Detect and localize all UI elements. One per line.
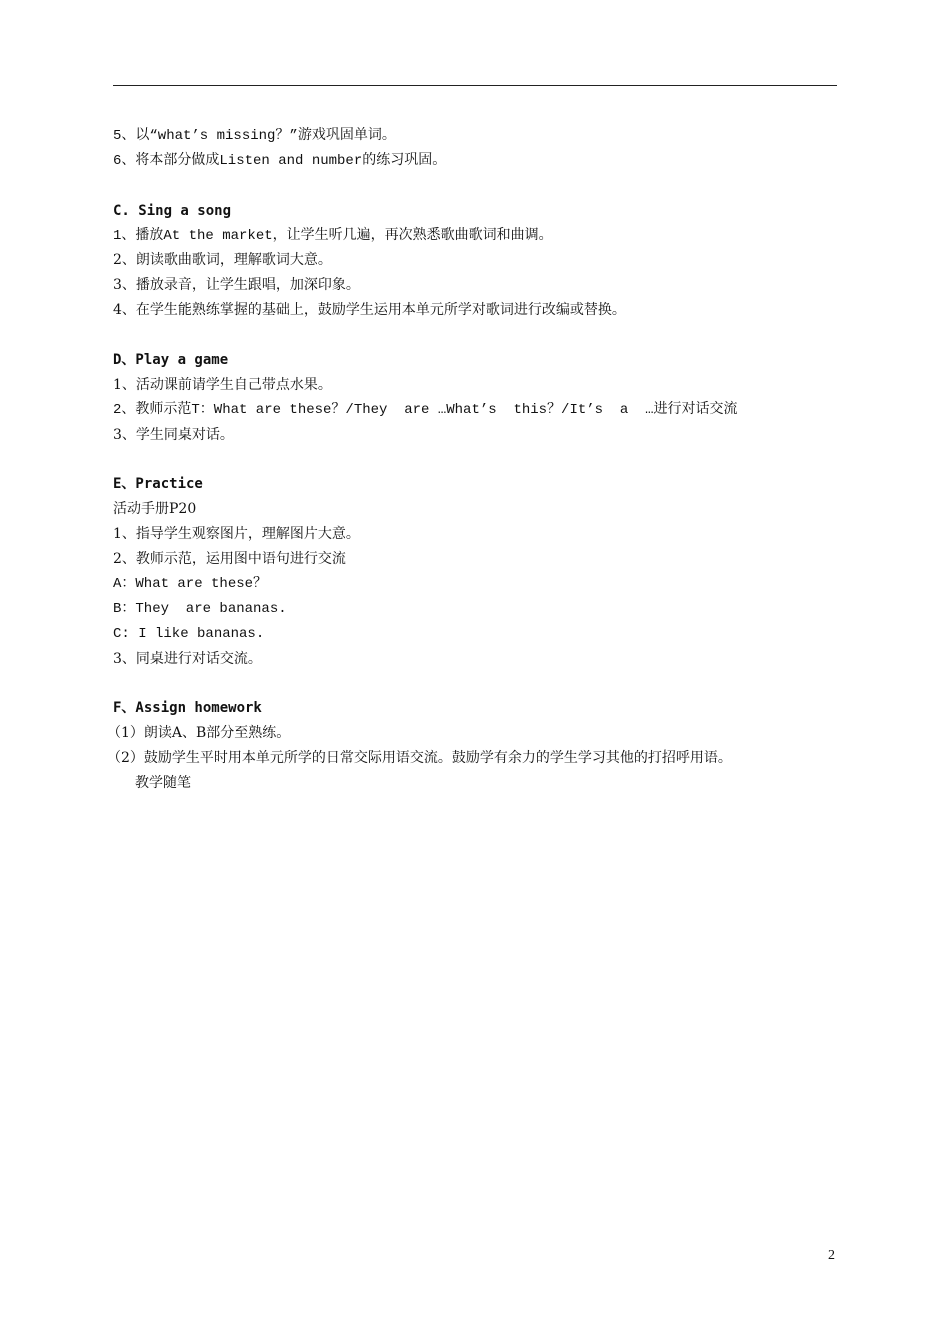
section-c (113, 199, 853, 323)
page-number: 2 (828, 1248, 835, 1263)
spacer (113, 448, 853, 473)
document-body (107, 124, 853, 796)
text-line: 3、学生同桌对话。 (113, 426, 234, 443)
spacer (113, 323, 853, 348)
dialogue-line: B：They are bananas. (113, 600, 287, 617)
text-line: 活动手册P20 (113, 501, 197, 518)
text-line: 1、播放At the market，让学生听几遍，再次熟悉歌曲歌词和曲调。 (113, 227, 553, 244)
section-heading: D、Play a game (113, 352, 229, 369)
section-d (113, 348, 853, 448)
section-b-tail (113, 124, 853, 174)
text-line: 3、播放录音，让学生跟唱，加深印象。 (113, 277, 360, 294)
text-line: 6、将本部分做成Listen and number的练习巩固。 (113, 152, 447, 169)
text-line: 3、同桌进行对话交流。 (113, 650, 262, 667)
text-line: 4、在学生能熟练掌握的基础上，鼓励学生运用本单元所学对歌词进行改编或替换。 (113, 302, 626, 319)
section-heading: E、Practice (113, 476, 203, 493)
header-rule (113, 85, 837, 86)
spacer (113, 174, 853, 199)
section-f (107, 696, 853, 796)
section-heading: C. Sing a song (113, 202, 232, 219)
text-line: 1、活动课前请学生自己带点水果。 (113, 376, 332, 393)
spacer (113, 672, 853, 697)
dialogue-line: A：What are these？ (113, 576, 268, 593)
text-line: 2、教师示范，运用图中语句进行交流 (113, 551, 346, 568)
text-line: 5、以“what’s missing？”游戏巩固单词。 (113, 128, 396, 144)
text-line: （1）朗读A、B部分至熟练。 (107, 725, 291, 742)
text-line: （2）鼓励学生平时用本单元所学的日常交际用语交流。鼓励学有余力的学生学习其他的打招呼用语。 (107, 750, 732, 767)
text-line: 2、教师示范T：What are these？/They are …What’s this？/It’s a …进行对话交流 (113, 401, 738, 418)
section-e (113, 472, 853, 671)
dialogue-line: C: I like bananas. (113, 625, 265, 642)
teaching-notes-label: 教学随笔 (135, 775, 191, 792)
text-line: 1、指导学生观察图片，理解图片大意。 (113, 526, 360, 543)
section-heading: F、Assign homework (113, 700, 262, 717)
text-line: 2、朗读歌曲歌词，理解歌词大意。 (113, 252, 332, 269)
